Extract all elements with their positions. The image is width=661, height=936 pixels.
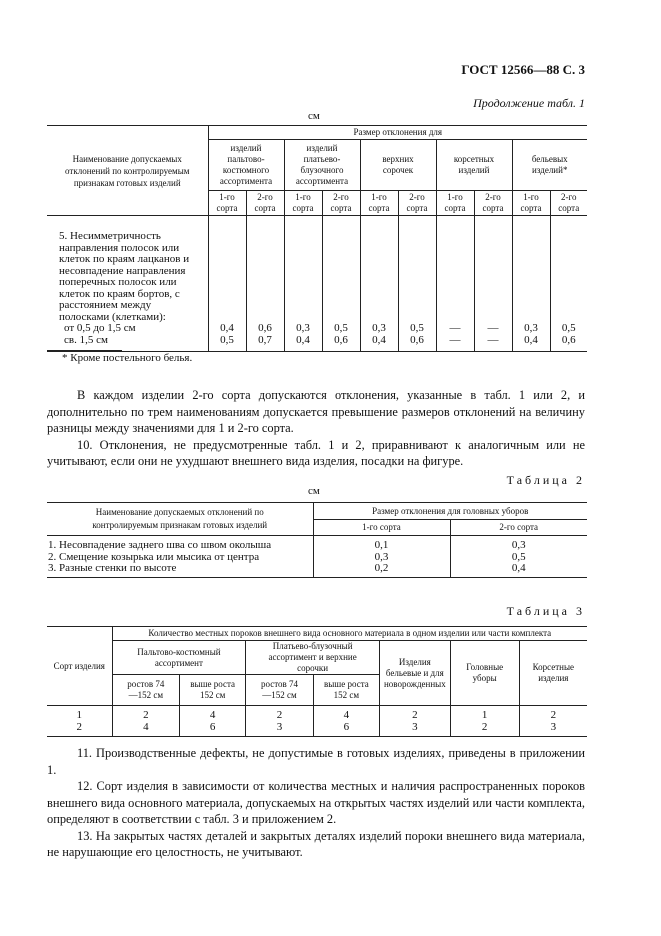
table-cell: 3 <box>246 722 314 737</box>
table-cell: — <box>474 323 512 335</box>
table-cell: 0,5 <box>398 323 436 335</box>
table-cell: 0,6 <box>398 335 436 351</box>
grade1-header: 1-го сорта <box>360 191 398 216</box>
table1-col-linen: бельевых изделий* <box>512 140 587 191</box>
table1-col-shirts: верхних сорочек <box>360 140 436 191</box>
table3-height-high: выше роста 152 см <box>313 675 379 706</box>
grade1-header: 1-го сорта <box>208 191 246 216</box>
table-cell: 2 <box>246 706 314 722</box>
table3-label: Таблица 3 <box>506 604 585 618</box>
table-cell: — <box>436 335 474 351</box>
grade2-header: 2-го сорта <box>474 191 512 216</box>
table-cell: 0,1 <box>313 536 450 552</box>
paragraph: 11. Производственные дефекты, не допустимые в готовых изделиях, приведены в приложении 1. <box>47 746 585 777</box>
continuation-label: Продолжение табл. 1 <box>473 96 585 110</box>
table-cell: 6 <box>180 722 246 737</box>
table-cell: 0,5 <box>208 335 246 351</box>
table-cell: 0,5 <box>322 323 360 335</box>
table1-col-corset: корсетных изделий <box>436 140 512 191</box>
table-cell: 0,5 <box>550 323 587 335</box>
paragraph-block-1 <box>47 387 585 470</box>
table1-footnote: * Кроме постельного белья. <box>62 352 193 364</box>
table-cell: 0,6 <box>550 335 587 351</box>
table-cell: 0,7 <box>246 335 284 351</box>
table3-grade-header: Сорт изделия <box>47 627 112 706</box>
table2-name-header: Наименование допускаемых отклонений по контролируемым признакам готовых изделий <box>47 503 313 536</box>
table3-col-coat: Пальтово-костюмный ассортимент <box>112 641 246 675</box>
table-cell: 0,4 <box>208 323 246 335</box>
grade1-header: 1-го сорта <box>512 191 550 216</box>
grade2-header: 2-го сорта <box>398 191 436 216</box>
table-cell: 0,2 <box>313 563 450 577</box>
table1-unit: см <box>308 110 320 122</box>
table3-height-low: ростов 74—152 см <box>246 675 314 706</box>
table-cell: 3 <box>379 722 450 737</box>
table-cell: 2 <box>379 706 450 722</box>
grade2-header: 2-го сорта <box>550 191 587 216</box>
table-cell: 4 <box>112 722 180 737</box>
table3-col-corset: Корсетные изделия <box>519 641 587 706</box>
table-cell: 4 <box>180 706 246 722</box>
table2-row-label: 2. Смещение козырька или мысика от центра <box>48 550 260 563</box>
table-cell: 3 <box>519 722 587 737</box>
grade2-header: 2-го сорта <box>246 191 284 216</box>
table-cell: 0,3 <box>512 323 550 335</box>
paragraph: 13. На закрытых частях деталей и закрытых деталях изделий пороки внешнего вида материала, не нарушающие его целостность, не учитывают. <box>47 828 585 859</box>
table-cell: 0,3 <box>450 536 587 552</box>
paragraph: 12. Сорт изделия в зависимости от количества местных и наличия распространенных пороков внешнего вида основного материала, допускаемых на открытых частях изделий или части комплекта, определяют в соответствии с табл. 3 и приложением 2. <box>47 779 585 826</box>
grade2-header: 2-го сорта <box>450 520 587 536</box>
table1-col-coat: изделий пальтово-костюмного ассортимента <box>208 140 284 191</box>
table1 <box>47 125 587 352</box>
table-cell: 1 <box>450 706 519 722</box>
table3 <box>47 626 587 737</box>
grade2-header: 2-го сорта <box>322 191 360 216</box>
table-cell: 0,4 <box>360 335 398 351</box>
paragraph: 10. Отклонения, не предусмотренные табл. 1 и 2, приравнивают к аналогичным или не учитывают, если они не ухудшают внешнего вида изделия, посадки на фигуре. <box>47 437 585 468</box>
table-cell: 0,3 <box>360 323 398 335</box>
table-cell: 2 <box>112 706 180 722</box>
table1-row-label: св. 1,5 см <box>47 335 208 351</box>
table1-group-header: Размер отклонения для <box>208 126 587 140</box>
table-cell: 0,5 <box>450 552 587 564</box>
table-cell: 0,4 <box>284 335 322 351</box>
table-cell: 0,6 <box>246 323 284 335</box>
grade1-header: 1-го сорта <box>436 191 474 216</box>
paragraph-block-2 <box>47 745 585 861</box>
table1-item-label: 5. Несимметричность направления полосок или клеток по краям лацканов и несовпадение направления поперечных полосок или клеток по краям бортов, с расстоянием между полосками (клетками): <box>59 230 190 323</box>
table2-row-label: 1. Несовпадение заднего шва со швом околыша <box>48 539 272 551</box>
table1-col-dress: изделий платьево-блузочного ассортимента <box>284 140 360 191</box>
table3-col-hats: Головные уборы <box>450 641 519 706</box>
table-cell: 0,3 <box>313 552 450 564</box>
table2-label: Таблица 2 <box>506 473 585 487</box>
table-cell: — <box>474 335 512 351</box>
table-cell: 2 <box>450 722 519 737</box>
table-cell: 4 <box>313 706 379 722</box>
table3-grade: 2 <box>47 722 112 737</box>
table-cell: 0,4 <box>450 563 587 577</box>
grade1-header: 1-го сорта <box>284 191 322 216</box>
table2-row-label: 3. Разные стенки по высоте <box>47 563 313 577</box>
table-cell: 6 <box>313 722 379 737</box>
table3-grade: 1 <box>76 709 83 721</box>
paragraph: В каждом изделии 2-го сорта допускаются отклонения, указанные в табл. 1 или 2, и дополнительно по трем наименованиям допускается превышение размеров отклонений на величину разницы между значениями для 1 и 2-го сорта. <box>47 388 585 435</box>
table-cell: — <box>436 323 474 335</box>
table1-row-label: от 0,5 до 1,5 см <box>64 322 136 334</box>
table3-col-dress: Платьево-блузочный ассортимент и верхние сорочки <box>246 641 380 675</box>
table2 <box>47 502 587 578</box>
table1-name-header: Наименование допускаемых отклонений по контролируемым признакам готовых изделий <box>47 126 208 216</box>
table2-unit: см <box>308 485 320 497</box>
page-header: ГОСТ 12566—88 С. 3 <box>461 62 585 77</box>
table3-height-low: ростов 74—152 см <box>112 675 180 706</box>
table-cell: 0,3 <box>284 323 322 335</box>
table-cell: 0,6 <box>322 335 360 351</box>
grade1-header: 1-го сорта <box>313 520 450 536</box>
table2-group-header: Размер отклонения для головных уборов <box>313 503 587 520</box>
table3-col-linen: Изделия бельевые и для новорожденных <box>379 641 450 706</box>
table3-group-header: Количество местных пороков внешнего вида основного материала в одном изделии или части комплекта <box>112 627 587 641</box>
footnote-rule <box>47 350 122 351</box>
table-cell: 2 <box>519 706 587 722</box>
table-cell: 0,4 <box>512 335 550 351</box>
table3-height-high: выше роста 152 см <box>180 675 246 706</box>
